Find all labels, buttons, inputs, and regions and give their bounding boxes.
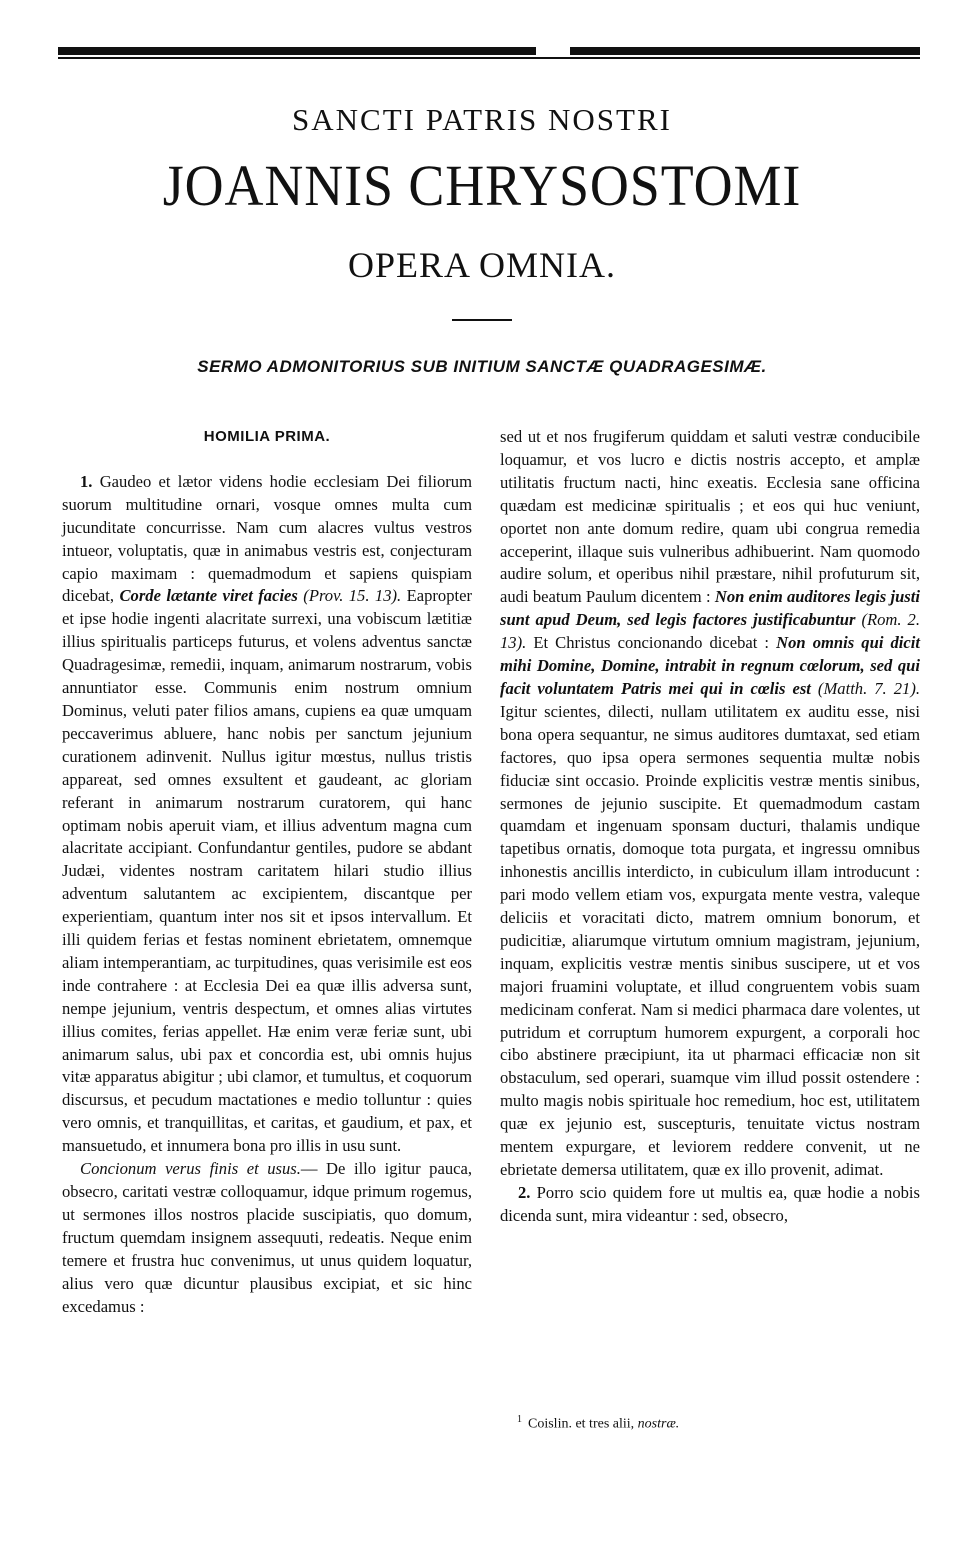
left-paragraph-1	[62, 471, 472, 1158]
footnote	[517, 1414, 679, 1433]
left-p1-text-b: Eapropter et ipse hodie ingenti alacritate surrexi, una vobiscum lætitiæ illius spiritualis particeps futurus, et volens adventus sanctæ Quadragesimæ, remedii, inquam, animarum nostrarum, vobis annuntiator esse. Communis enim nostrum omnium Dominus, veluti pater filios amans, cupiens ea quæ umquam peccaverimus abluere, hanc nobis per sanctum jejunium curationem adinvenit. Nullus igitur mœstus, nullus tristis appareat, sed omnes exsultent et gaudeant, ac gloriam referant in animarum nostrarum curatorem, qui hanc optimam nobis aperuit viam, et illius adventum magna cum alacritate accipiant. Confundantur gentiles, pudore se abdant Judæi, videntes nostram caritatem hilari studio illius adventum salutantem ac excipientem, discantque per experientiam, quantum inter nos sit et ipsos intervallum. Et illi quidem ferias et festas nominent ebrietatem, omnemque aliam intemperantiam, ac turpitudines, quas verisimile est eos inde contrahere : at Ecclesia Dei ea quæ illis adversa sunt, nempe jejunium, ventris despectum, et omnes alias virtutes illius comites, ferias appellet. Hæ enim veræ feriæ sunt, ubi animarum salus, ubi pax et concordia est, ubi omnis hujus vitæ apparatus abigitur ; ubi clamor, et tumultus, et coquorum discursus, et pecudum mactationes e medio tolluntur : quies vero omnis, et tranquillitas, et caritas, et gaudium, et pax, et mansuetudo, et innumera bona pro illis in usu sunt.	[62, 586, 473, 1156]
header-divider	[452, 319, 512, 321]
right-p1-ref-1: (Rom. 2. 13).	[500, 610, 920, 653]
right-p1-text-a: sed ut et nos frugiferum quiddam et saluti vestræ conducibile loquamur, et vos lucro e dictis nostris accepto, et amplæ utilitatis fructum nacti, hinc exeatis. Ecclesia sane officina quædam est medicinæ spiritualis ; et eos qui huc veniunt, oportet non ante domum redire, quam ubi congrua remedia acceperint, illaque suis vulneribus adhibuerint. Nam quomodo audire solum, et operibus nihil præstare, nihil profuturum sit, audi beatum Paulum dicentem :	[500, 427, 920, 607]
right-p1-text-c: Igitur scientes, dilecti, nullam utilitatem ex auditu esse, nisi bona opera sequantur, ne simus auditores dumtaxat, sed etiam factores, quo ipsa opera sermones sequentia multæ nobis fiduciæ sint occasio. Proinde explicitis vestræ mentis sinibus, sermones de jejunio suscipite. Et quemadmodum castam quamdam et ingenuam sponsam ducturi, thalamis undique tapetibus ornatis, domoque tota purgata, et ingressu omnibus inhonestis ancillis interdicto, in cubiculum illam introducunt : pari modo vellem etiam vos, expurgata mente vestra, valeque deliciis et voracitati dicto, matrem omnium bonorum, et pudicitiæ, aliarumque virtutum omnium magistram, jejunium, inquam, explicitis vestræ mentis sinibus suscipere, ut et vos majori fruamini voluptate, et illud congruentem vobis suam medicinam conferat. Nam si medici pharmaca dare volentes, ut putridum et corruptum humorem expurgent, a corporali hoc cibo abstinere præcipiunt, ita ut pharmaci efficaciæ non sit obstaculum, sed operari, suamque vim illud possit ostendere : multo magis nobis spirituale hoc remedium, hoc est, utilitatem quæ ex jejunio est, suscepturis, tenuitate victus nostram mentem expurgare, et leviorem reddere convenit, ut ne ebrietate demersa utilitatem, quæ ex illo provenit, adimat.	[500, 701, 920, 1179]
right-column	[500, 426, 920, 1228]
left-p1-text-a: Gaudeo et lætor videns hodie ecclesiam Dei filiorum suorum multitudine ornari, vosque omnes multa cum jucunditate concurrisse. Nam cum alacres vultus vestros intueor, voluptatis, quæ in animabus vestris est, conjecturam capio maximam : quemadmodum et sapiens quispiam dicebat,	[62, 471, 472, 606]
top-rule-gap	[536, 47, 570, 55]
right-p2-text: Porro scio quidem fore ut multis ea, quæ hodie a nobis dicenda sunt, mira videantur : sed, obsecro,	[500, 1182, 920, 1225]
left-column	[62, 426, 472, 1318]
top-rule	[58, 47, 920, 55]
left-p2-text: — De illo igitur pauca, obsecro, caritati vestræ colloquamur, idque primum rogemus, ut sermones illos nostros placide suscipiatis, quo domum, fructum quemdam insignem assequuti, redeatis. Neque enim temere et frustra huc convenimus, ut unus quidem loquatur, alius vero quæ dicuntur plausibus excipiat, et sic hinc excedamus :	[62, 1159, 472, 1316]
footnote-mark: 1	[517, 1414, 522, 1425]
right-paragraph-2	[500, 1182, 920, 1228]
left-p2-heading: Concionum verus finis et usus.	[80, 1159, 301, 1179]
header-line-1: SANCTI PATRIS NOSTRI	[292, 102, 672, 137]
header-line-3: OPERA OMNIA.	[347, 245, 617, 285]
header-author: JOANNIS CHRYSOSTOMI	[162, 153, 802, 218]
right-p1-text-b: Et Christus concionando dicebat :	[526, 633, 777, 653]
right-paragraph-1	[500, 426, 920, 1182]
footnote-text-italic: nostræ.	[637, 1416, 680, 1432]
right-p1-quote-2: Non omnis qui dicit mihi Domine, Domine, intrabit in regnum cœlorum, sed qui facit voluntatem Patris mei qui in cœlis est	[500, 633, 920, 698]
paragraph-number: 2.	[518, 1182, 531, 1202]
paragraph-number: 1.	[80, 471, 93, 491]
footnote-text: Coislin. et tres alii,	[528, 1416, 638, 1432]
right-p1-ref-2: (Matth. 7. 21).	[810, 678, 920, 698]
sermo-title: SERMO ADMONITORIUS SUB INITIUM SANCTÆ QUADRAGESIMÆ.	[197, 357, 767, 376]
left-p1-quote: Corde lætante viret facies	[119, 586, 298, 606]
left-paragraph-2	[62, 1158, 472, 1318]
homilia-title: HOMILIA PRIMA.	[203, 428, 331, 445]
right-p1-quote-1: Non enim auditores legis justi sunt apud Deum, sed legis factores justificabuntur	[500, 587, 920, 630]
top-rule-thin	[58, 57, 920, 59]
left-p1-ref: (Prov. 15. 13).	[297, 586, 402, 606]
